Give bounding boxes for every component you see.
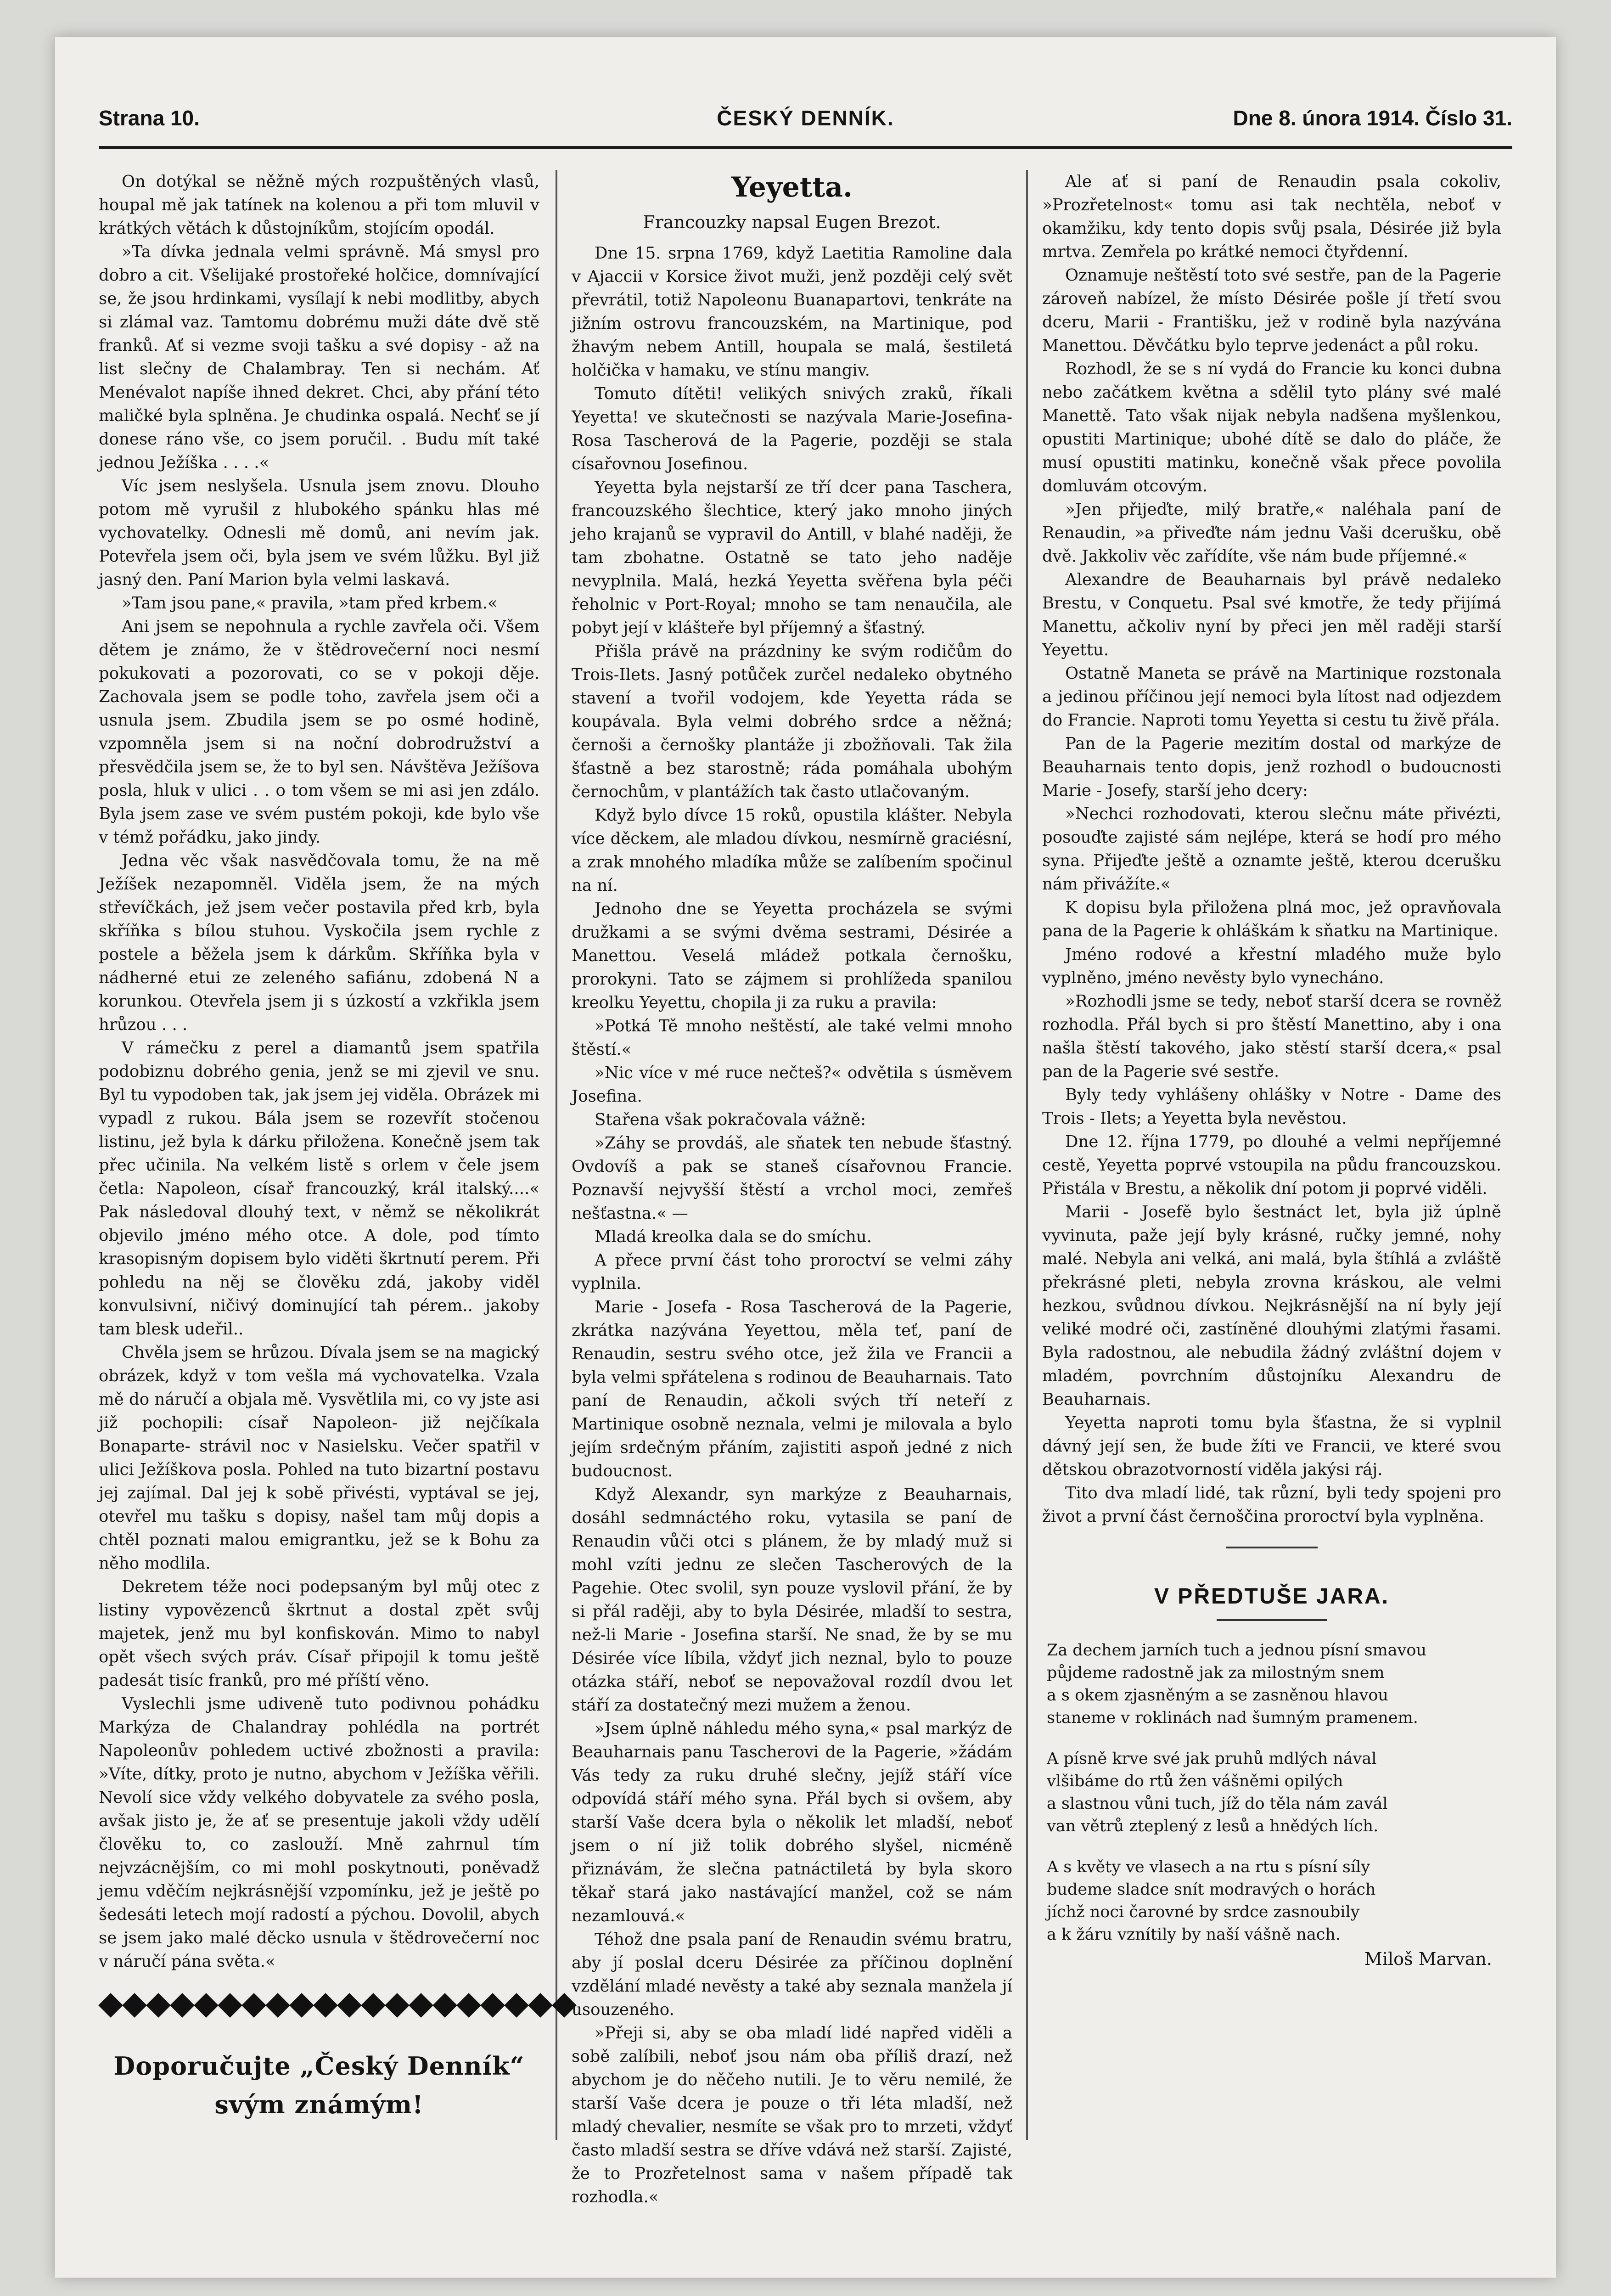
- paragraph: Ostatně Maneta se právě na Martinique rozstonala a jedinou příčinou její nemoci byla lítost nad odjezdem do Francie. Naproti tomu Yeyetta si cestu tu živě přála.: [1042, 664, 1501, 730]
- promo-box: [99, 2047, 539, 2124]
- paragraph: Víc jsem neslyšela. Usnula jsem znovu. Dlouho potom mě vyrušil z hlubokého spánku hlas mé vychovatelky. Odnesli mě domů, ani nevím jak. Potevřela jsem oči, byla jsem ve svém lůžku. Byl již jasný den. Paní Marion byla velmi laskavá.: [99, 477, 539, 589]
- paragraph: Rozhodl, že se s ní vydá do Francie ku konci dubna nebo začátkem května a sdělil tyto plány své malé Manettě. Tato však nijak nebyla nadšena myšlenkou, opustiti Martinique; ubohé dítě se dalo do pláče, že musí opustiti matinku, konečně však přece povolila domluvám otcovým.: [1042, 360, 1501, 495]
- paragraph: Pan de la Pagerie mezitím dostal od markýze de Beauharnais tento dopis, jenž rozhodl o budoucnosti Marie - Josefy, starší jeho dcery:: [1042, 734, 1501, 800]
- poem-stanza: [1042, 1639, 1501, 1729]
- page-header: [99, 106, 1512, 142]
- paragraph: Dne 15. srpna 1769, když Laetitia Ramoline dala v Ajaccii v Korsice život muži, jenž později celý svět převrátil, totiž Napoleonu Buanapartovi, tenkráte na jižním ostrovu francouzském, na Martinique, pod žhavým nebem Antill, houpala se malá, šestiletá holčička v hamaku, ve stínu mangiv.: [572, 244, 1012, 380]
- poem-line: a slastnou vůni tuch, jíž do těla nám zavál: [1047, 1795, 1388, 1813]
- paragraph: »Ta dívka jednala velmi správně. Má smysl pro dobro a cit. Všelijaké prostořeké holčice, domnívající se, že jsou hrdinkami, vysílají k nebi modlitby, abych si zlámal vaz. Tamtomu dobrému muži dáte dvě stě franků. Ať si vezme svoji tašku a své dopisy - až na list slečny de Chalambray. Ten si nechám. Ať Menévalot napíše ihned dekret. Chci, aby přání této maličké byla splněna. Je chudinka ospalá. Nechť se jí donese ráno vše, co jsem poručil. . Budu mít také jednou Ježíška . . . .«: [99, 242, 539, 472]
- paragraph: Jméno rodové a křestní mladého muže bylo vyplněno, jméno nevěsty bylo vynecháno.: [1042, 945, 1501, 987]
- page-number: Strana 10.: [99, 106, 200, 130]
- column-divider: [1026, 170, 1028, 2140]
- paragraph: Chvěla jsem se hrůzou. Dívala jsem se na magický obrázek, když v tom vešla má vychovatelka. Vzala mě do náručí a objala mě. Vysvětlila mi, co vy jste asi již pochopili: císař Napoleon- již nejčíkala Bonaparte- strávil noc v Nasielsku. Večer spatřil v ulici Ježíškova posla. Pohled na tuto bizartní postavu jej zajímal. Dal jej k sobě přivésti, vyptával se jej, otevřel mu tašku s dopisy, našel tam můj dopis a chtěl poznati malou emigrantku, jež se k Bohu za něho modlila.: [99, 1343, 539, 1573]
- poem-title-underline: [1217, 1619, 1327, 1621]
- poem-stanza: [1042, 1748, 1501, 1838]
- paragraph: Jednoho dne se Yeyetta procházela se svými družkami a se svými dvěma sestrami, Désirée a Manettou. Veselá mládež potkala černošku, prorokyni. Tato se zájmem si prohlížeda spanilou kreolku Yeyettu, chopila ji za ruku a pravila:: [572, 900, 1012, 1012]
- paragraph: V rámečku z perel a diamantů jsem spatřila podobiznu dobrého genia, jenž se mi zjevil ve snu. Byl tu vypodoben tak, jak jsem jej viděla. Obrázek mi vypadl z rukou. Bála jsem se rozevřít stočenou listinu, jež byla k dárku přiložena. Konečně jsem tak přec učinila. Na velkém listě s orlem v čele jsem četla: Napoleon, císař francouzký, král italský....« Pak následoval dlouhý text, v němž se několikrát objevilo jméno mého otce. A dole, pod tímto krasopisným dopisem bylo viděti škrtnutí perem. Při pohledu na něj se člověku zdá, jakoby viděl konvulsivní, ničivý dominující tah pérem.. jakoby tam blesk udeřil..: [99, 1039, 539, 1339]
- section-divider: [1226, 1547, 1318, 1548]
- newspaper-title: ČESKÝ DENNÍK.: [717, 106, 894, 130]
- paragraph: Mladá kreolka dala se do smíchu.: [595, 1227, 872, 1246]
- poem-line: budeme sladce snít modravých o horách: [1047, 1880, 1376, 1899]
- paragraph: Ani jsem se nepohnula a rychle zavřela oči. Všem dětem je známo, že v štědrovečerní noci nesmí pokukovati a pozorovati, co se v pokoji děje. Zachovala jsem se podle toho, zavřela jsem oči a usnula jsem. Zbudila jsem se po osmé hodině, vzpomněla jsem si na noční dobrodružství a přesvědčila jsem se, že to byl sen. Návštěva Ježíšova posla, hluk v ulici . . o tom všem se mi asi jen zdálo. Byla jsem zase ve svém pustém pokoji, kde bylo vše v témž pořádku, jako jindy.: [99, 617, 539, 847]
- paragraph: Dekretem téže noci podepsaným byl můj otec z listiny vypovězenců škrtnut a dostal zpět svůj majetek, jenž mu byl konfiskován. Mimo to nabyl opět všech svých práv. Císař připojil k tomu ještě padesát tisíc franků, pro mé příští věno.: [99, 1577, 539, 1690]
- paragraph: Yeyetta naproti tomu byla šťastna, že si vyplnil dávný její sen, že bude žíti ve Francii, ve které svou dětskou obrazotvorností viděla jakýsi ráj.: [1042, 1413, 1501, 1479]
- column-right: [1042, 170, 1501, 2158]
- poem-line: jíchž noci čarovné by srdce zasnoubily: [1047, 1903, 1360, 1921]
- paragraph: Tito dva mladí lidé, tak různí, byli tedy spojeni pro život a první část černoščina proroctví byla vyplněna.: [1042, 1484, 1501, 1526]
- poem-line: staneme v roklinách nad šumným pramenem.: [1047, 1709, 1418, 1727]
- paragraph: K dopisu byla přiložena plná moc, jež opravňovala pana de la Pagerie k ohláškám k sňatku na Martinique.: [1042, 898, 1501, 940]
- paragraph: Stařena však pokračovala vážně:: [595, 1110, 866, 1129]
- paragraph: Byly tedy vyhlášeny ohlášky v Notre - Dame des Trois - Ilets; a Yeyetta byla nevěstou.: [1042, 1086, 1501, 1128]
- paragraph: »Nic více v mé ruce nečteš?« odvětila s úsměvem Josefina.: [572, 1064, 1012, 1106]
- paragraph: Přišla právě na prázdniny ke svým rodičům do Trois-Ilets. Jasný potůček zurčel nedaleko obytného stavení a tvořil vodojem, kde Yeyetta ráda se koupávala. Byla velmi dobrého srdce a něžná; černoši a černošky plantáže ji zbožňovali. Tak žila šťastně a bez starostně; ráda pomáhala ubohým černochům, v plantážích tak často utlačovaným.: [572, 642, 1012, 801]
- poem-line: A s květy ve vlasech a na rtu s písní síly: [1047, 1858, 1370, 1876]
- poem-line: van větrů zteplený z lesů a hnědých lích.: [1047, 1817, 1379, 1835]
- poem-stanza: [1042, 1856, 1501, 1946]
- promo-line: Doporučujte „Český Denník“: [113, 2051, 525, 2081]
- paragraph: »Tam jsou pane,« pravila, »tam před krbem.«: [122, 594, 498, 613]
- paragraph: Téhož dne psala paní de Renaudin svému bratru, aby jí poslal dceru Désirée za příčinou doplnění vzdělání mladé nevěsty a také aby seznala manžela jí usouzeného.: [572, 1930, 1012, 2019]
- poem-line: vlšibáme do rtů žen vášněmi opilých: [1047, 1772, 1343, 1790]
- story-title: Yeyetta.: [731, 171, 853, 203]
- paragraph: Alexandre de Beauharnais byl právě nedaleko Brestu, v Conquetu. Psal své kmotře, že tedy přijímá Manettu, ačkoliv nyní by přeci jen měl raději starší Yeyettu.: [1042, 570, 1501, 659]
- promo-line: svým známým!: [214, 2090, 424, 2119]
- paragraph: »Jsem úplně náhledu mého syna,« psal markýz de Beauharnais panu Tascherovi de la Pagerie, »žádám Vás tedy za ruku druhé slečny, jejíž stáří více odpovídá stáří mého syna. Přál bych si ovšem, aby starší Vaše dcera byla o několik let mladší, neboť jsem o ní již tolik dobrého slyšel, nicméně přiznávám, že slečna patnáctiletá by byla skoro těkař stará jako nastávající manžel, což se nám nezamlouvá.«: [572, 1719, 1012, 1925]
- column-left: [99, 170, 539, 2158]
- paragraph: »Rozhodli jsme se tedy, neboť starší dcera se rovněž rozhodla. Přál bych si pro štěstí Manettino, aby i ona našla štěstí takového, jako stěstí starší dcera,« psal pan de la Pagerie své sestře.: [1042, 992, 1501, 1081]
- paragraph: »Přeji si, aby se oba mladí lidé napřed viděli a sobě zalíbili, neboť jsou nám oba příliš drazí, než abychom je do něčeho nutili. Je to věru nemilé, že starší Vaše dcera je pouze o tři léta mladší, než mladý chevalier, nesmíte se však pro to mrzeti, vždyť často mladší sestra se dříve vdává než starší. Zajisté, že to Prozřetelnost sama v našem případě tak rozhodla.«: [572, 2024, 1012, 2206]
- paragraph: On dotýkal se něžně mých rozpuštěných vlasů, houpal mě jak tatínek na kolenou a při tom mluvil v krátkých větách k důstojníkům, stojícím opodál.: [99, 172, 539, 238]
- paragraph: Marii - Josefě bylo šestnáct let, byla již úplně vyvinuta, paže její byly krásné, ručky jemné, nohy malé. Nebyla ani velká, ani malá, byla štíhlá a zvláště překrásné pleti, nebyla zrovna kráskou, ale velmi hezkou, svůdnou dívkou. Nejkrásnější na ní byly její veliké modré oči, zastíněné dlouhými zlatými řasami. Byla radostnou, ale nebudila žádný zvláštní dojem v mladém, povrchním důstojníku Alexandru de Beauharnais.: [1042, 1203, 1501, 1409]
- paragraph: Oznamuje neštěstí toto své sestře, pan de la Pagerie zároveň nabízel, že místo Désirée pošle jí třetí svou dceru, Marii - Františku, jež v rodině byla nazývána Manettou. Děvčátku bylo teprve jedenáct a půl roku.: [1042, 266, 1501, 355]
- paragraph: »Záhy se provdáš, ale sňatek ten nebude šťastný. Ovdovíš a pak se staneš císařovnou Francie. Poznavší nejvyšší štěstí a vrchol moci, zemřeš nešťastna.« —: [572, 1134, 1012, 1223]
- column-middle: [572, 170, 1012, 2206]
- paragraph: Yeyetta byla nejstarší ze tří dcer pana Taschera, francouzského šlechtice, který jako mnoho jiných jeho krajanů se vypravil do Antill, v blahé naději, že tam zbohatne. Ostatně se tato jeho naděje nevyplnila. Malá, hezká Yeyetta svěřena byla péči řeholnic v Port-Royal; mnoho se tam nenaučila, ale pobyt její v klášteře byl příjemný a šťastný.: [572, 478, 1012, 637]
- poem-line: a k žáru vznítily by naší vášně nach.: [1047, 1925, 1341, 1944]
- poem-line: A písně krve své jak pruhů mdlých nával: [1047, 1750, 1377, 1768]
- paragraph: Tomuto dítěti! velikých snivých zraků, říkali Yeyetta! ve skutečnosti se nazývala Marie-Josefina-Rosa Tascherová de la Pagerie, později se stala císařovnou Josefinou.: [572, 384, 1012, 473]
- paragraph: Marie - Josefa - Rosa Tascherová de la Pagerie, zkrátka nazývána Yeyettou, měla teť, paní de Renaudin, sestru svého otce, jež žila ve Francii a byla velmi spřátelena s rodinou de Beauharnais. Tato paní de Renaudin, ačkoli svých tří neteří z Martinique osobně neznala, velmi je milovala a bylo jejím srdečným přáním, zajistiti aspoň jedné z nich budoucnost.: [572, 1298, 1012, 1480]
- paragraph: Ale ať si paní de Renaudin psala cokoliv, »Prozřetelnost« tomu asi tak nechtěla, neboť v okamžiku, kdy tento dopis svůj psala, Désirée již byla mrtva. Zemřela po krátké nemoci čtyřdenní.: [1042, 172, 1501, 261]
- header-rule: [99, 146, 1512, 149]
- poem-line: a s okem zjasněným a se zasněnou hlavou: [1047, 1686, 1388, 1705]
- diamond-ornament-rule: [99, 1992, 539, 2019]
- newspaper-page: [55, 37, 1556, 2278]
- poem-line: Za dechem jarních tuch a jednou písní smavou: [1047, 1641, 1426, 1660]
- paragraph: Vyslechli jsme udiveně tuto podivnou pohádku Markýza de Chalandray pohlédla na portrét Napoleonův pohledem uctivé zbožnosti a pravila: »Víte, dítky, proto je nutno, abychom v Ježíška věřili. Nevolí sice vždy velkého dobyvatele za svého posla, avšak jisto je, že ať se presentuje jakoli vždy udělí člověku to, co zaslouží. Mně zahrnul tím nejvzácnějším, co mi mohl poskytnouti, poněvadž jemu vděčím nejkrásnější vzpomínku, jež je ještě po šedesáti letech mojí radostí a pýchou. Dovolil, abych se jsem jako malé děcko usnula v štědrovečerní noc v náručí pána světa.«: [99, 1694, 539, 1971]
- poem-author: Miloš Marvan.: [1364, 1949, 1492, 1969]
- column-divider: [556, 170, 557, 2140]
- poem-line: půjdeme radostně jak za milostným snem: [1047, 1664, 1385, 1682]
- paragraph: »Nechci rozhodovati, kterou slečnu máte přivézti, posouďte zajisté sám nejlépe, která se hodí pro mého syna. Přijeďte ještě a oznamte ještě, kterou dcerušku nám přivážíte.«: [1042, 805, 1501, 894]
- paragraph: »Jen přijeďte, milý bratře,« naléhala paní de Renaudin, »a přiveďte nám jednu Vaši dcerušku, obě dvě. Jakkoliv věc zařídíte, vše nám bude příjemné.«: [1042, 500, 1501, 566]
- paragraph: Dne 12. října 1779, po dlouhé a velmi nepříjemné cestě, Yeyetta poprvé vstoupila na půdu francouzskou. Přistála v Brestu, a několik dní potom ji poprvé viděli.: [1042, 1132, 1501, 1198]
- paragraph: Když Alexandr, syn markýze z Beauharnais, dosáhl sedmnáctého roku, vytasila se paní de Renaudin vůči otci s plánem, že by mladý muž si mohl vzíti jednu ze slečen Tascherových de la Pagehie. Otec svolil, syn pouze vyslovil přání, že by si přál raději, aby to byla Désirée, mladší to sestra, než-li Marie - Josefina starší. Ne snad, že by se mu Désirée více líbila, vždyť jich neznal, bylo to pouze otázka stáří, neboť se nepovažoval rozdíl dvou let stáří za dostatečný mezi mužem a ženou.: [572, 1485, 1012, 1715]
- issue-date: Dne 8. února 1914. Číslo 31.: [1233, 106, 1512, 130]
- paragraph: Jedna věc však nasvědčovala tomu, že na mě Ježíšek nezapomněl. Viděla jsem, že na mých střevíčkách, jež jsem večer postavila před krb, byla skříňka s bílou stuhou. Vyskočila jsem rychle z postele a běžela jsem k dárkům. Skříňka byla v nádherné etui ze zeleného safiánu, zdobená N a korunkou. Otevřela jsem ji s úzkostí a vzkřikla jsem hrůzou . . .: [99, 851, 539, 1034]
- paragraph: A přece první část toho proroctví se velmi záhy vyplnila.: [572, 1251, 1012, 1293]
- paragraph: »Potká Tě mnoho neštěstí, ale také velmi mnoho štěstí.«: [572, 1017, 1012, 1059]
- poem-title: V PŘEDTUŠE JARA.: [1154, 1584, 1390, 1609]
- paragraph: Když bylo dívce 15 roků, opustila klášter. Nebyla více děckem, ale mladou dívkou, nesmírně graciésní, a zrak mnohého mladíka může se zalíbením spočinul na ní.: [572, 806, 1012, 895]
- story-byline: Francouzky napsal Eugen Brezot.: [643, 212, 941, 232]
